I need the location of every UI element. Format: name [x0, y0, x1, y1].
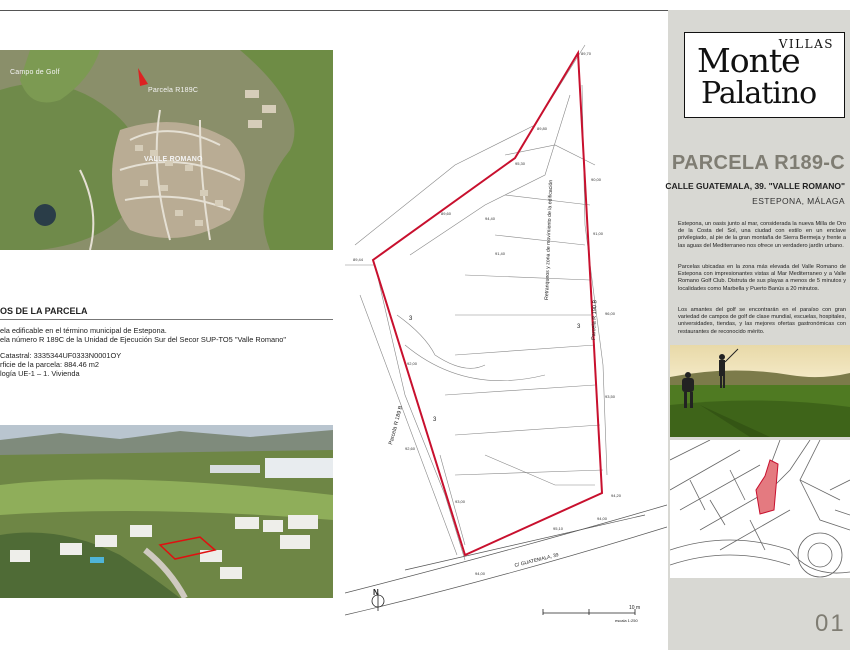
elevation-label: 92,00: [407, 361, 418, 366]
top-frame-line: [0, 10, 668, 11]
info-line: Catastral: 3335344UF0333N0001OY: [0, 351, 122, 360]
villas-monte-palatino-logo: [684, 32, 845, 118]
elevation-label: 89,70: [581, 51, 592, 56]
description-paragraph: Parcelas ubicadas en la zona más elevada del Valle Romano de Estepona con impresionantes vistas al Mar Mediterraneo y a Valle Romano Golf Club. Distruta de sus playas a menos de 5 minutos y localidades como Marbella y Puerto Banús a 20 minutos.: [678, 264, 846, 292]
site-photo: [0, 425, 333, 598]
aerial-photo: [0, 50, 333, 250]
scale-bar: [543, 609, 635, 615]
side-left-label: Parcela R 189 B: [388, 405, 405, 446]
elevation-label: 91,00: [593, 231, 604, 236]
center-label: Retranqueos y zona de movimiento de la edificación: [544, 179, 555, 301]
parcel-info-divider: [0, 319, 333, 320]
scale-sub-label: escala 1:250: [615, 618, 638, 623]
description-paragraph: Los amantes del golf se encontrarán en el paraíso con gran variedad de campos de golf de clase mundial, escuelas, hospitales, universidades, tiendas, y las mejores ofertas gastronómicas con restaurantes de reconocido mérito.: [678, 307, 846, 335]
page-number: 01: [815, 610, 846, 637]
elevation-label: 93,00: [455, 499, 466, 504]
info-line: ela edificable en el término municipal de Estepona.: [0, 326, 167, 335]
scale-label: 10 m: [629, 605, 641, 611]
elevation-label: 91,40: [495, 251, 506, 256]
description-paragraph: Estepona, un oasis junto al mar, considerada la nueva Milla de Oro de la Costa del Sol, una ciudad con estilo en un enclave privilegiado, al pie de la gran montaña de Sierra Bermeja y frente a las aguas del Mediterraneo nos ofrece un verdadero jardín urbano.: [678, 221, 846, 249]
plot-plan: [345, 15, 667, 637]
golf-course-label: Campo de Golf: [10, 69, 60, 76]
north-label: N: [373, 588, 379, 597]
logo-palatino-text: Palatino: [701, 76, 817, 111]
golf-photo: [670, 345, 850, 437]
info-line: ela número R 189C de la Unidad de Ejecución Sur del Secor SUP-TO5 "Valle Romano": [0, 335, 286, 344]
elevation-label: 89,44: [353, 257, 364, 262]
valle-romano-label: VALLE ROMANO: [144, 156, 203, 163]
elevation-label: 94,20: [611, 493, 622, 498]
logo-villas-text: VILLAS: [778, 37, 834, 51]
parcel-label: Parcela R189C: [148, 87, 199, 94]
setback-label: 3: [409, 316, 413, 322]
elevation-label: 94,40: [485, 216, 496, 221]
info-line: logía UE-1 – 1. Vivienda: [0, 369, 80, 378]
parcel-city: ESTEPONA, MÁLAGA: [752, 196, 845, 206]
setback-label: 3: [577, 324, 581, 330]
elevation-label: 96,00: [605, 311, 616, 316]
elevation-label: 95,30: [515, 161, 526, 166]
parcel-info-title: OS DE LA PARCELA: [0, 306, 88, 316]
elevation-label: 92,60: [405, 446, 416, 451]
info-line: rficie de la parcela: 884.46 m2: [0, 360, 100, 369]
side-right-label: Parcela R 190 B: [591, 299, 599, 341]
parcel-street: CALLE GUATEMALA, 39. "VALLE ROMANO": [665, 181, 845, 191]
elevation-label: 90,00: [591, 177, 602, 182]
location-mini-map: [670, 440, 850, 578]
parcel-title: PARCELA R189-C: [671, 152, 845, 174]
elevation-label: 94,00: [475, 571, 486, 576]
elevation-label: 89,80: [537, 126, 548, 131]
street-label: C/ GUATEMALA, 39: [514, 552, 560, 569]
setback-label: 3: [433, 417, 437, 423]
elevation-label: 89,60: [441, 211, 452, 216]
logo-monte-text: Monte: [697, 41, 800, 80]
elevation-label: 93,50: [605, 394, 616, 399]
elevation-label: 95,10: [553, 526, 564, 531]
elevation-label: 94,00: [597, 516, 608, 521]
